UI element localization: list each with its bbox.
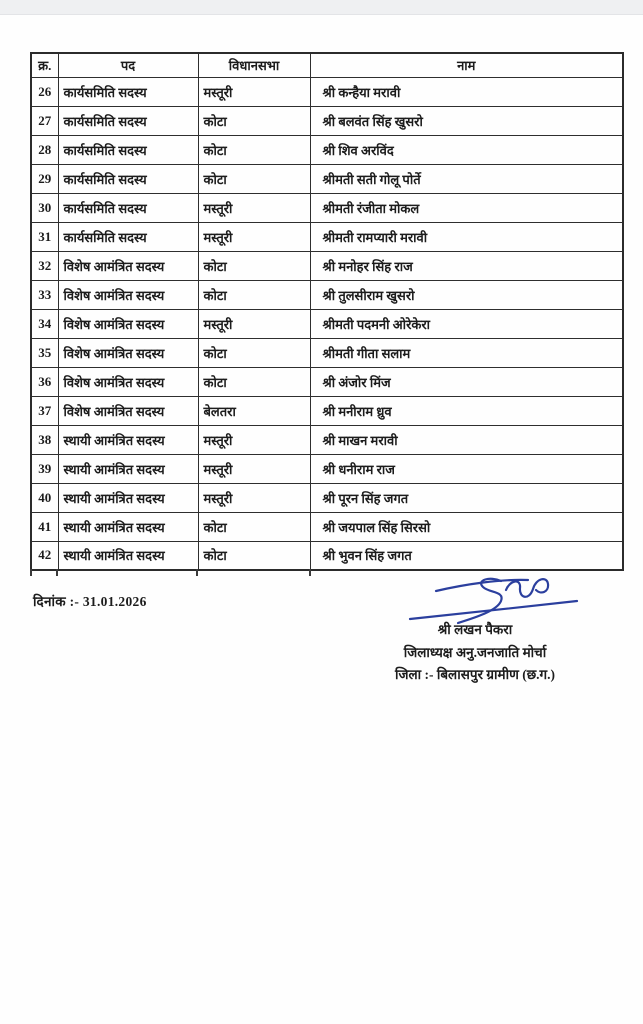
table-grid-stub (309, 569, 311, 576)
cell-no: 28 (31, 135, 58, 164)
cell-naam: श्री तुलसीराम खुसरो (310, 280, 623, 309)
cell-vidhansabha: मस्तूरी (198, 425, 310, 454)
column-header-name: नाम (310, 53, 623, 77)
cell-vidhansabha: कोटा (198, 338, 310, 367)
table-row (31, 338, 623, 367)
cell-naam: श्रीमती रंजीता मोकल (310, 193, 623, 222)
cell-pad: कार्यसमिति सदस्य (58, 77, 198, 106)
cell-naam: श्री शिव अरविंद (310, 135, 623, 164)
scan-edge-band (0, 0, 643, 15)
table-grid-stub (56, 569, 58, 576)
cell-naam: श्री मनीराम ध्रुव (310, 396, 623, 425)
cell-naam: श्री बलवंत सिंह खुसरो (310, 106, 623, 135)
cell-vidhansabha: कोटा (198, 541, 310, 570)
table-row (31, 541, 623, 570)
cell-naam: श्री धनीराम राज (310, 454, 623, 483)
cell-no: 39 (31, 454, 58, 483)
date-label: दिनांक :- 31.01.2026 (33, 594, 147, 609)
cell-vidhansabha: कोटा (198, 512, 310, 541)
column-header-serial: क्र. (31, 53, 58, 77)
table-row (31, 483, 623, 512)
cell-pad: स्थायी आमंत्रित सदस्य (58, 425, 198, 454)
cell-vidhansabha: कोटा (198, 367, 310, 396)
table-row (31, 367, 623, 396)
cell-pad: स्थायी आमंत्रित सदस्य (58, 512, 198, 541)
table-row (31, 251, 623, 280)
cell-vidhansabha: मस्तूरी (198, 454, 310, 483)
cell-vidhansabha: कोटा (198, 280, 310, 309)
column-header-assembly: विधानसभा (198, 53, 310, 77)
cell-no: 37 (31, 396, 58, 425)
cell-vidhansabha: कोटा (198, 106, 310, 135)
cell-naam: श्री अंजोर मिंज (310, 367, 623, 396)
cell-naam: श्री जयपाल सिंह सिरसो (310, 512, 623, 541)
table-row (31, 193, 623, 222)
cell-no: 35 (31, 338, 58, 367)
cell-pad: विशेष आमंत्रित सदस्य (58, 338, 198, 367)
cell-pad: कार्यसमिति सदस्य (58, 164, 198, 193)
cell-pad: विशेष आमंत्रित सदस्य (58, 309, 198, 338)
cell-no: 32 (31, 251, 58, 280)
table-row (31, 512, 623, 541)
cell-pad: कार्यसमिति सदस्य (58, 222, 198, 251)
cell-pad: विशेष आमंत्रित सदस्य (58, 251, 198, 280)
table-row (31, 222, 623, 251)
table-header-row (31, 53, 623, 77)
cell-naam: श्रीमती रामप्यारी मरावी (310, 222, 623, 251)
signatory-name: श्री लखन पैकरा (437, 622, 513, 637)
cell-vidhansabha: मस्तूरी (198, 193, 310, 222)
members-table (30, 52, 624, 571)
cell-vidhansabha: कोटा (198, 251, 310, 280)
table-row (31, 106, 623, 135)
table-row (31, 396, 623, 425)
signatory-block (330, 619, 620, 687)
cell-vidhansabha: मस्तूरी (198, 483, 310, 512)
cell-no: 36 (31, 367, 58, 396)
cell-naam: श्री भुवन सिंह जगत (310, 541, 623, 570)
cell-no: 31 (31, 222, 58, 251)
table-grid-stub (196, 569, 198, 576)
cell-vidhansabha: कोटा (198, 135, 310, 164)
cell-pad: स्थायी आमंत्रित सदस्य (58, 483, 198, 512)
table-grid-stub (30, 569, 32, 576)
cell-naam: श्री कन्हैया मरावी (310, 77, 623, 106)
cell-naam: श्री पूरन सिंह जगत (310, 483, 623, 512)
cell-naam: श्रीमती पदमनी ओरेकेरा (310, 309, 623, 338)
cell-pad: कार्यसमिति सदस्य (58, 135, 198, 164)
table-row (31, 309, 623, 338)
table-row (31, 280, 623, 309)
cell-naam: श्रीमती सती गोलू पोर्ते (310, 164, 623, 193)
cell-vidhansabha: मस्तूरी (198, 222, 310, 251)
cell-no: 29 (31, 164, 58, 193)
cell-naam: श्री माखन मरावी (310, 425, 623, 454)
cell-no: 27 (31, 106, 58, 135)
cell-pad: विशेष आमंत्रित सदस्य (58, 280, 198, 309)
table-row (31, 425, 623, 454)
cell-pad: कार्यसमिति सदस्य (58, 193, 198, 222)
cell-no: 42 (31, 541, 58, 570)
cell-pad: स्थायी आमंत्रित सदस्य (58, 454, 198, 483)
cell-vidhansabha: मस्तूरी (198, 309, 310, 338)
column-header-post: पद (58, 53, 198, 77)
signatory-district: जिला :- बिलासपुर ग्रामीण (छ.ग.) (394, 667, 556, 682)
cell-no: 40 (31, 483, 58, 512)
cell-vidhansabha: मस्तूरी (198, 77, 310, 106)
cell-vidhansabha: बेलतरा (198, 396, 310, 425)
signatory-title: जिलाध्यक्ष अनु.जनजाति मोर्चा (403, 644, 547, 660)
cell-no: 41 (31, 512, 58, 541)
cell-no: 34 (31, 309, 58, 338)
cell-pad: कार्यसमिति सदस्य (58, 106, 198, 135)
cell-no: 38 (31, 425, 58, 454)
cell-vidhansabha: कोटा (198, 164, 310, 193)
table-row (31, 454, 623, 483)
cell-no: 33 (31, 280, 58, 309)
cell-no: 30 (31, 193, 58, 222)
table-row (31, 135, 623, 164)
cell-no: 26 (31, 77, 58, 106)
table-row (31, 77, 623, 106)
cell-naam: श्रीमती गीता सलाम (310, 338, 623, 367)
cell-pad: विशेष आमंत्रित सदस्य (58, 396, 198, 425)
cell-pad: स्थायी आमंत्रित सदस्य (58, 541, 198, 570)
table-row (31, 164, 623, 193)
cell-pad: विशेष आमंत्रित सदस्य (58, 367, 198, 396)
cell-naam: श्री मनोहर सिंह राज (310, 251, 623, 280)
